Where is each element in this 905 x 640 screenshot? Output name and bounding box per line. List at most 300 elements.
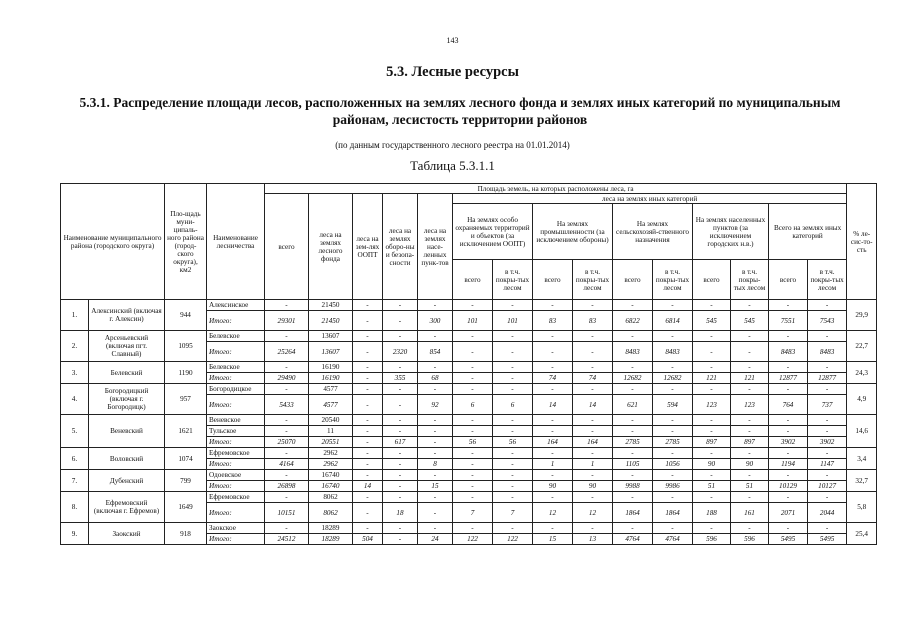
- value-cell: 12: [533, 503, 573, 523]
- table-row: [61, 492, 877, 503]
- value-cell: -: [418, 415, 453, 426]
- header-industry: На землях промышленности (за исключением обороны): [533, 204, 613, 260]
- forest-cover-percent: 22,7: [847, 331, 877, 362]
- value-cell: -: [731, 415, 769, 426]
- value-cell: 12682: [613, 373, 653, 384]
- table-row: [61, 415, 877, 426]
- value-cell: 7543: [808, 311, 847, 331]
- value-cell: 121: [693, 373, 731, 384]
- value-cell: -: [653, 300, 693, 311]
- value-cell: 621: [613, 395, 653, 415]
- value-cell: 8483: [769, 342, 808, 362]
- value-cell: 2785: [653, 437, 693, 448]
- value-cell: -: [453, 415, 493, 426]
- value-cell: -: [493, 426, 533, 437]
- forest-cover-percent: 14,6: [847, 415, 877, 448]
- value-cell: 355: [383, 373, 418, 384]
- value-cell: -: [533, 448, 573, 459]
- value-cell: 2320: [383, 342, 418, 362]
- value-cell: 25070: [265, 437, 309, 448]
- row-number: 8.: [61, 492, 89, 523]
- value-cell: -: [493, 448, 533, 459]
- header-settlements-ex: На землях населенных пунктов (за исключением городских н.в.): [693, 204, 769, 260]
- value-cell: -: [265, 448, 309, 459]
- value-cell: 2044: [808, 503, 847, 523]
- value-cell: -: [353, 362, 383, 373]
- value-cell: 545: [693, 311, 731, 331]
- itogo-label: Итого:: [207, 534, 265, 545]
- value-cell: -: [533, 384, 573, 395]
- value-cell: -: [769, 426, 808, 437]
- header-district: Наименование муниципального района (городского округа): [61, 184, 165, 300]
- value-cell: -: [353, 395, 383, 415]
- forest-cover-percent: 29,9: [847, 300, 877, 331]
- value-cell: 1864: [613, 503, 653, 523]
- value-cell: -: [533, 470, 573, 481]
- value-cell: -: [573, 415, 613, 426]
- district-name: Арсеньевский (включая пгт. Славный): [89, 331, 165, 362]
- value-cell: -: [265, 300, 309, 311]
- value-cell: 6814: [653, 311, 693, 331]
- value-cell: -: [383, 448, 418, 459]
- value-cell: -: [265, 426, 309, 437]
- subheader-covered: в т.ч. покры-тых лесом: [493, 260, 533, 300]
- value-cell: -: [353, 503, 383, 523]
- value-cell: -: [353, 342, 383, 362]
- header-total: всего: [265, 194, 309, 300]
- value-cell: -: [533, 426, 573, 437]
- value-cell: 29301: [265, 311, 309, 331]
- value-cell: -: [731, 384, 769, 395]
- value-cell: 51: [693, 481, 731, 492]
- value-cell: 14: [533, 395, 573, 415]
- district-area: 918: [165, 523, 207, 545]
- value-cell: -: [731, 342, 769, 362]
- value-cell: 3902: [769, 437, 808, 448]
- value-cell: 25264: [265, 342, 309, 362]
- value-cell: 2962: [309, 459, 353, 470]
- value-cell: -: [265, 362, 309, 373]
- value-cell: -: [383, 331, 418, 342]
- value-cell: -: [353, 426, 383, 437]
- district-name: Заокский: [89, 523, 165, 545]
- forestry-name: Ефремовское: [207, 492, 265, 503]
- value-cell: -: [613, 415, 653, 426]
- value-cell: -: [493, 523, 533, 534]
- table-row: [61, 448, 877, 459]
- value-cell: 10129: [769, 481, 808, 492]
- value-cell: 122: [453, 534, 493, 545]
- itogo-label: Итого:: [207, 373, 265, 384]
- value-cell: -: [769, 415, 808, 426]
- value-cell: -: [493, 415, 533, 426]
- value-cell: 2785: [613, 437, 653, 448]
- value-cell: 13607: [309, 331, 353, 342]
- value-cell: 90: [731, 459, 769, 470]
- table-row: [61, 523, 877, 534]
- value-cell: 12: [573, 503, 613, 523]
- value-cell: -: [353, 459, 383, 470]
- value-cell: 854: [418, 342, 453, 362]
- value-cell: 1: [533, 459, 573, 470]
- subheader-covered: в т.ч. покры-тых лесом: [573, 260, 613, 300]
- value-cell: 90: [693, 459, 731, 470]
- value-cell: 164: [573, 437, 613, 448]
- value-cell: -: [533, 523, 573, 534]
- value-cell: -: [653, 492, 693, 503]
- value-cell: -: [613, 523, 653, 534]
- value-cell: -: [493, 384, 533, 395]
- value-cell: -: [653, 448, 693, 459]
- value-cell: -: [573, 342, 613, 362]
- value-cell: -: [731, 426, 769, 437]
- value-cell: -: [453, 470, 493, 481]
- value-cell: 7: [453, 503, 493, 523]
- value-cell: -: [453, 373, 493, 384]
- value-cell: 596: [731, 534, 769, 545]
- value-cell: -: [573, 523, 613, 534]
- value-cell: 15: [533, 534, 573, 545]
- value-cell: -: [573, 362, 613, 373]
- value-cell: -: [693, 426, 731, 437]
- table-caption: Таблица 5.3.1.1: [410, 158, 495, 173]
- value-cell: -: [265, 492, 309, 503]
- subheader-total: всего: [769, 260, 808, 300]
- value-cell: 7: [493, 503, 533, 523]
- value-cell: -: [769, 300, 808, 311]
- value-cell: 737: [808, 395, 847, 415]
- value-cell: 5495: [808, 534, 847, 545]
- subheader-covered: в т.ч. покры-тых лесом: [731, 260, 769, 300]
- value-cell: 8483: [613, 342, 653, 362]
- value-cell: 29490: [265, 373, 309, 384]
- itogo-label: Итого:: [207, 503, 265, 523]
- value-cell: 51: [731, 481, 769, 492]
- district-name: Белевский: [89, 362, 165, 384]
- value-cell: 300: [418, 311, 453, 331]
- value-cell: 1194: [769, 459, 808, 470]
- value-cell: 6822: [613, 311, 653, 331]
- value-cell: -: [453, 448, 493, 459]
- value-cell: 20551: [309, 437, 353, 448]
- value-cell: -: [353, 331, 383, 342]
- value-cell: 545: [731, 311, 769, 331]
- value-cell: 13: [573, 534, 613, 545]
- value-cell: -: [808, 331, 847, 342]
- value-cell: -: [418, 426, 453, 437]
- value-cell: 4164: [265, 459, 309, 470]
- value-cell: -: [353, 415, 383, 426]
- value-cell: -: [769, 331, 808, 342]
- header-forest-cover: % ле-сис-то-сть: [847, 184, 877, 300]
- value-cell: -: [808, 415, 847, 426]
- value-cell: -: [493, 362, 533, 373]
- value-cell: -: [383, 492, 418, 503]
- value-cell: -: [573, 492, 613, 503]
- value-cell: 161: [731, 503, 769, 523]
- header-special-protected: На землях особо охраняемых территорий и объектов (за исключением ООПТ): [453, 204, 533, 260]
- value-cell: -: [573, 470, 613, 481]
- value-cell: 4764: [613, 534, 653, 545]
- value-cell: -: [383, 362, 418, 373]
- value-cell: -: [653, 426, 693, 437]
- header-defense: леса на землях оборо-ны и безопа-сности: [383, 194, 418, 300]
- value-cell: -: [493, 481, 533, 492]
- value-cell: -: [383, 415, 418, 426]
- value-cell: -: [383, 300, 418, 311]
- value-cell: -: [265, 415, 309, 426]
- value-cell: -: [613, 426, 653, 437]
- row-number: 9.: [61, 523, 89, 545]
- header-oopt: леса на зем-лях ООПТ: [353, 194, 383, 300]
- value-cell: -: [453, 481, 493, 492]
- value-cell: -: [731, 492, 769, 503]
- value-cell: -: [453, 426, 493, 437]
- value-cell: -: [808, 384, 847, 395]
- itogo-label: Итого:: [207, 481, 265, 492]
- district-area: 1621: [165, 415, 207, 448]
- value-cell: -: [453, 492, 493, 503]
- value-cell: -: [418, 503, 453, 523]
- value-cell: 1056: [653, 459, 693, 470]
- value-cell: -: [383, 534, 418, 545]
- value-cell: -: [573, 300, 613, 311]
- forest-cover-percent: 3,4: [847, 448, 877, 470]
- value-cell: 8483: [653, 342, 693, 362]
- header-settlements: леса на землях насе-ленных пунк-тов: [418, 194, 453, 300]
- value-cell: -: [653, 415, 693, 426]
- value-cell: -: [418, 437, 453, 448]
- district-name: Веневский: [89, 415, 165, 448]
- value-cell: 123: [693, 395, 731, 415]
- value-cell: -: [693, 415, 731, 426]
- value-cell: 24512: [265, 534, 309, 545]
- subheader-total: всего: [533, 260, 573, 300]
- value-cell: 26898: [265, 481, 309, 492]
- value-cell: -: [383, 311, 418, 331]
- value-cell: -: [653, 384, 693, 395]
- value-cell: 14: [353, 481, 383, 492]
- value-cell: -: [613, 331, 653, 342]
- value-cell: -: [353, 523, 383, 534]
- value-cell: -: [653, 523, 693, 534]
- value-cell: 5495: [769, 534, 808, 545]
- forestry-name: Веневское: [207, 415, 265, 426]
- value-cell: -: [418, 362, 453, 373]
- header-agricultural: На землях сельскохозяй-ственного назначения: [613, 204, 693, 260]
- value-cell: -: [265, 384, 309, 395]
- row-number: 4.: [61, 384, 89, 415]
- value-cell: -: [353, 300, 383, 311]
- value-cell: 1: [573, 459, 613, 470]
- value-cell: -: [265, 470, 309, 481]
- forestry-name: Одоевское: [207, 470, 265, 481]
- value-cell: -: [693, 384, 731, 395]
- value-cell: 121: [731, 373, 769, 384]
- value-cell: -: [613, 470, 653, 481]
- value-cell: -: [693, 362, 731, 373]
- value-cell: 10151: [265, 503, 309, 523]
- value-cell: 6: [493, 395, 533, 415]
- table-row: [61, 470, 877, 481]
- value-cell: -: [613, 448, 653, 459]
- value-cell: -: [493, 459, 533, 470]
- value-cell: 18: [383, 503, 418, 523]
- district-name: Богородицкий (включая г. Богородицк): [89, 384, 165, 415]
- value-cell: -: [573, 426, 613, 437]
- forestry-name: Богородицкое: [207, 384, 265, 395]
- value-cell: 92: [418, 395, 453, 415]
- header-forest-area-total: Площадь земель, на которых расположены леса, га: [265, 184, 847, 194]
- value-cell: 14: [573, 395, 613, 415]
- value-cell: 4764: [653, 534, 693, 545]
- table-row: [61, 384, 877, 395]
- district-area: 944: [165, 300, 207, 331]
- value-cell: -: [769, 448, 808, 459]
- value-cell: 504: [353, 534, 383, 545]
- value-cell: 1105: [613, 459, 653, 470]
- forestry-name: Тульское: [207, 426, 265, 437]
- value-cell: -: [613, 300, 653, 311]
- forestry-name: Белевское: [207, 331, 265, 342]
- value-cell: 90: [573, 481, 613, 492]
- value-cell: 2071: [769, 503, 808, 523]
- value-cell: -: [653, 331, 693, 342]
- value-cell: 9986: [653, 481, 693, 492]
- value-cell: -: [808, 426, 847, 437]
- value-cell: -: [731, 300, 769, 311]
- value-cell: -: [353, 470, 383, 481]
- subsection-title: 5.3.1. Распределение площади лесов, расположенных на землях лесного фонда и землях иных категорий по муниципальным районам, лесистость территории районов: [79, 95, 841, 127]
- value-cell: -: [731, 331, 769, 342]
- value-cell: -: [533, 331, 573, 342]
- value-cell: -: [653, 362, 693, 373]
- value-cell: 90: [533, 481, 573, 492]
- district-area: 1095: [165, 331, 207, 362]
- value-cell: 1147: [808, 459, 847, 470]
- row-number: 7.: [61, 470, 89, 492]
- value-cell: -: [418, 300, 453, 311]
- value-cell: 74: [573, 373, 613, 384]
- value-cell: -: [573, 448, 613, 459]
- value-cell: 83: [573, 311, 613, 331]
- value-cell: 12877: [808, 373, 847, 384]
- value-cell: -: [418, 523, 453, 534]
- value-cell: -: [383, 384, 418, 395]
- value-cell: -: [769, 362, 808, 373]
- forest-area-table: [60, 183, 877, 545]
- value-cell: -: [353, 384, 383, 395]
- value-cell: -: [769, 492, 808, 503]
- value-cell: -: [383, 459, 418, 470]
- value-cell: -: [693, 523, 731, 534]
- value-cell: 10127: [808, 481, 847, 492]
- value-cell: -: [808, 492, 847, 503]
- header-forestry: Наименование лесничества: [207, 184, 265, 300]
- value-cell: 16190: [309, 373, 353, 384]
- value-cell: 617: [383, 437, 418, 448]
- value-cell: 83: [533, 311, 573, 331]
- value-cell: -: [453, 342, 493, 362]
- value-cell: -: [808, 362, 847, 373]
- value-cell: -: [265, 331, 309, 342]
- value-cell: -: [808, 448, 847, 459]
- forestry-name: Ефремовское: [207, 448, 265, 459]
- forest-cover-percent: 4,9: [847, 384, 877, 415]
- value-cell: -: [613, 384, 653, 395]
- district-area: 1190: [165, 362, 207, 384]
- header-other-total: Всего на землях иных категорий: [769, 204, 847, 260]
- value-cell: -: [769, 384, 808, 395]
- value-cell: 16190: [309, 362, 353, 373]
- value-cell: 188: [693, 503, 731, 523]
- value-cell: 897: [731, 437, 769, 448]
- value-cell: -: [693, 448, 731, 459]
- value-cell: -: [383, 523, 418, 534]
- district-name: Воловский: [89, 448, 165, 470]
- value-cell: -: [353, 437, 383, 448]
- value-cell: -: [453, 384, 493, 395]
- forestry-name: Заокское: [207, 523, 265, 534]
- value-cell: -: [493, 342, 533, 362]
- value-cell: -: [265, 523, 309, 534]
- itogo-label: Итого:: [207, 311, 265, 331]
- value-cell: -: [383, 481, 418, 492]
- value-cell: 24: [418, 534, 453, 545]
- subheader-total: всего: [693, 260, 731, 300]
- value-cell: -: [693, 331, 731, 342]
- value-cell: -: [573, 331, 613, 342]
- district-name: Дубенский: [89, 470, 165, 492]
- value-cell: -: [383, 470, 418, 481]
- value-cell: -: [808, 300, 847, 311]
- district-area: 1074: [165, 448, 207, 470]
- value-cell: -: [418, 331, 453, 342]
- value-cell: 20540: [309, 415, 353, 426]
- value-cell: -: [731, 523, 769, 534]
- value-cell: 56: [493, 437, 533, 448]
- value-cell: -: [613, 362, 653, 373]
- page-number: 143: [446, 36, 459, 45]
- row-number: 6.: [61, 448, 89, 470]
- value-cell: -: [453, 362, 493, 373]
- forest-cover-percent: 25,4: [847, 523, 877, 545]
- value-cell: 594: [653, 395, 693, 415]
- value-cell: -: [808, 470, 847, 481]
- table-row: [61, 362, 877, 373]
- value-cell: 101: [493, 311, 533, 331]
- value-cell: 1864: [653, 503, 693, 523]
- value-cell: 596: [693, 534, 731, 545]
- value-cell: -: [383, 426, 418, 437]
- value-cell: 12682: [653, 373, 693, 384]
- section-title: 5.3. Лесные ресурсы: [386, 64, 519, 80]
- value-cell: 4577: [309, 384, 353, 395]
- header-forest-fund: леса на землях лесного фонда: [309, 194, 353, 300]
- value-cell: 56: [453, 437, 493, 448]
- value-cell: 68: [418, 373, 453, 384]
- itogo-label: Итого:: [207, 342, 265, 362]
- value-cell: 15: [418, 481, 453, 492]
- value-cell: -: [493, 373, 533, 384]
- value-cell: -: [693, 300, 731, 311]
- table-row: [61, 331, 877, 342]
- value-cell: -: [453, 300, 493, 311]
- source-note: (по данным государственного лесного реестра на 01.01.2014): [335, 140, 570, 150]
- forestry-name: Белевское: [207, 362, 265, 373]
- value-cell: -: [693, 470, 731, 481]
- value-cell: 13607: [309, 342, 353, 362]
